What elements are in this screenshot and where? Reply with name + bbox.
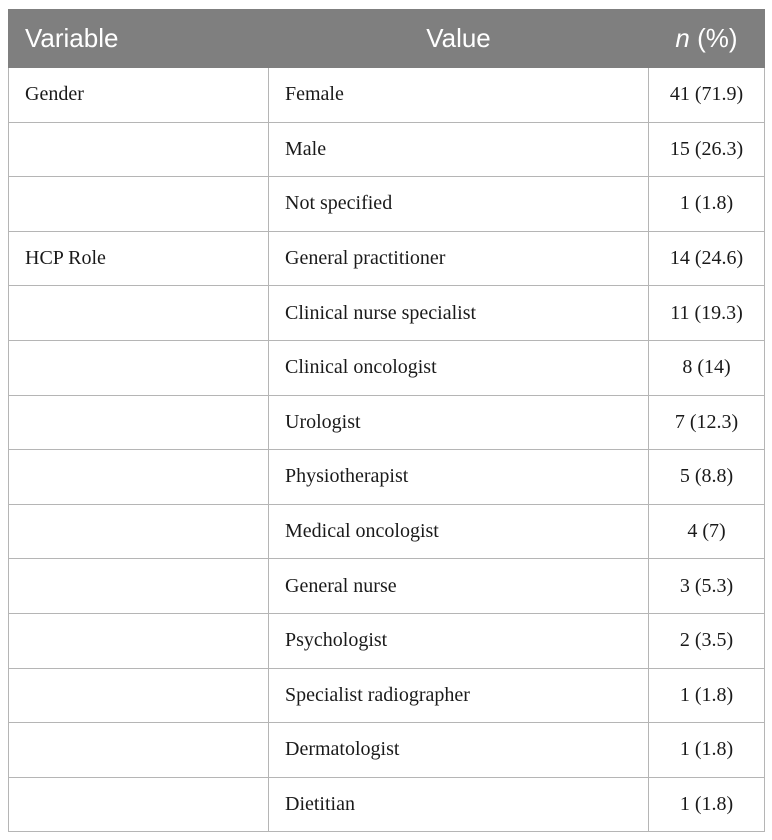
cell-n-percent: 7 (12.3) — [649, 395, 765, 450]
cell-variable — [9, 504, 269, 559]
cell-n-percent: 1 (1.8) — [649, 723, 765, 778]
cell-n-percent: 11 (19.3) — [649, 286, 765, 341]
table-row — [9, 395, 765, 450]
table-row — [9, 68, 765, 123]
cell-variable — [9, 668, 269, 723]
table-row — [9, 504, 765, 559]
cell-value: General practitioner — [269, 231, 649, 286]
cell-value: Clinical nurse specialist — [269, 286, 649, 341]
cell-variable — [9, 559, 269, 614]
cell-n-percent: 4 (7) — [649, 504, 765, 559]
table-row — [9, 613, 765, 668]
cell-value: Medical oncologist — [269, 504, 649, 559]
table-row — [9, 668, 765, 723]
cell-n-percent: 1 (1.8) — [649, 668, 765, 723]
cell-n-percent: 3 (5.3) — [649, 559, 765, 614]
cell-value: Specialist radiographer — [269, 668, 649, 723]
cell-variable — [9, 613, 269, 668]
cell-variable — [9, 450, 269, 505]
cell-n-percent: 8 (14) — [649, 340, 765, 395]
cell-value: Dermatologist — [269, 723, 649, 778]
demographics-table — [8, 9, 765, 832]
cell-variable — [9, 122, 269, 177]
cell-value: Male — [269, 122, 649, 177]
header-value: Value — [269, 10, 649, 68]
cell-value: General nurse — [269, 559, 649, 614]
table-row — [9, 286, 765, 341]
table-header — [9, 10, 765, 68]
demographics-table-container — [8, 9, 764, 832]
cell-n-percent: 14 (24.6) — [649, 231, 765, 286]
cell-variable — [9, 340, 269, 395]
cell-value: Dietitian — [269, 777, 649, 832]
table-body — [9, 68, 765, 832]
header-percent: (%) — [689, 23, 738, 53]
table-row — [9, 177, 765, 232]
header-row — [9, 10, 765, 68]
table-row — [9, 723, 765, 778]
cell-n-percent: 41 (71.9) — [649, 68, 765, 123]
cell-value: Not specified — [269, 177, 649, 232]
cell-variable — [9, 723, 269, 778]
cell-value: Physiotherapist — [269, 450, 649, 505]
cell-variable — [9, 395, 269, 450]
header-variable: Variable — [9, 10, 269, 68]
cell-n-percent: 1 (1.8) — [649, 777, 765, 832]
cell-value: Psychologist — [269, 613, 649, 668]
cell-value: Urologist — [269, 395, 649, 450]
table-row — [9, 559, 765, 614]
cell-n-percent: 2 (3.5) — [649, 613, 765, 668]
cell-variable: Gender — [9, 68, 269, 123]
table-row — [9, 777, 765, 832]
header-n-italic: n — [675, 23, 690, 53]
cell-n-percent: 1 (1.8) — [649, 177, 765, 232]
cell-variable — [9, 177, 269, 232]
table-row — [9, 122, 765, 177]
header-n-percent — [649, 10, 765, 68]
cell-variable — [9, 777, 269, 832]
cell-n-percent: 15 (26.3) — [649, 122, 765, 177]
table-row — [9, 450, 765, 505]
cell-variable — [9, 286, 269, 341]
cell-value: Female — [269, 68, 649, 123]
table-row — [9, 231, 765, 286]
table-row — [9, 340, 765, 395]
cell-variable: HCP Role — [9, 231, 269, 286]
cell-n-percent: 5 (8.8) — [649, 450, 765, 505]
cell-value: Clinical oncologist — [269, 340, 649, 395]
